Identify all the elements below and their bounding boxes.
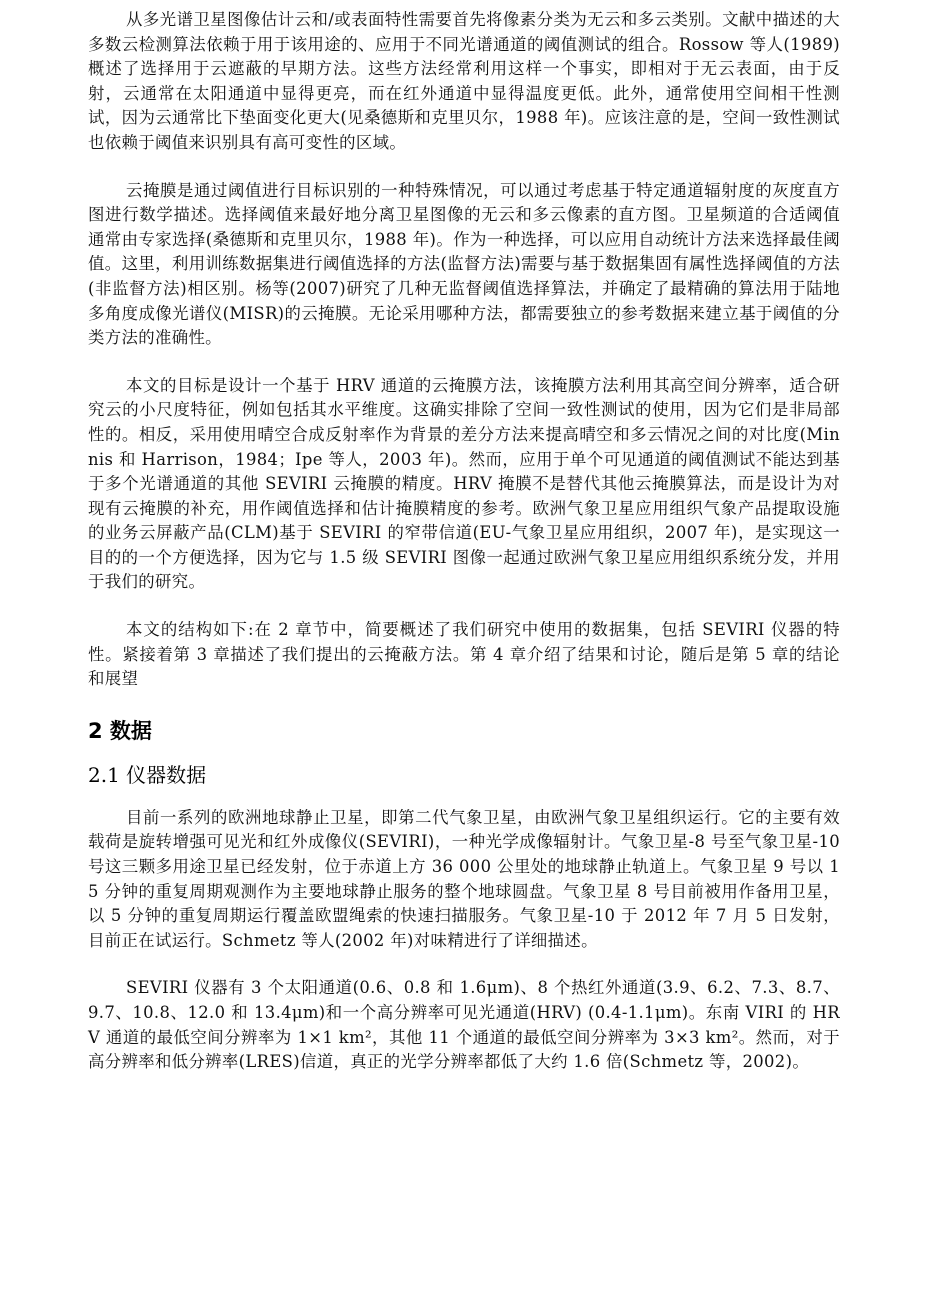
section-heading-data: 2 数据 xyxy=(88,718,152,743)
paragraph-spacer xyxy=(88,595,840,618)
paragraph-cloud-mask-threshold: 云掩膜是通过阈值进行目标识别的一种特殊情况，可以通过考虑基于特定通道辐射度的灰度直方图进行数学描述。选择阈值来最好地分离卫星图像的无云和多云像素的直方图。卫星频道的合适阈值通常由专家选择(桑德斯和克里贝尔，1988 年)。作为一种选择，可以应用自动统计方法来选择最佳阈值。这里，利用训练数据集进行阈值选择的方法(监督方法)需要与基于数据集固有属性选择阈值的方法(非监督方法)相区别。杨等(2007)研究了几种无监督阈值选择算法，并确定了最精确的算法用于陆地多角度成像光谱仪(MISR)的云掩膜。无论采用哪种方法，都需要独立的参考数据来建立基于阈值的分类方法的准确性。 xyxy=(88,180,840,348)
paragraph-spacer xyxy=(88,351,840,374)
paragraph-paper-structure: 本文的结构如下:在 2 章节中，简要概述了我们研究中使用的数据集，包括 SEVIRI 仪器的特性。紧接着第 3 章描述了我们提出的云掩蔽方法。第 4 章介绍了结果和讨论，随后是第 5 章的结论和展望 xyxy=(88,620,840,689)
paragraph-hrv-objective: 本文的目标是设计一个基于 HRV 通道的云掩膜方法，该掩膜方法利用其高空间分辨率，适合研究云的小尺度特征，例如包括其水平维度。这确实排除了空间一致性测试的使用，因为它们是非局部性的。相反，采用使用晴空合成反射率作为背景的差分方法来提高晴空和多云情况之间的对比度(Minnis 和 Harrison，1984；Ipe 等人，2003 年)。然而，应用于单个可见通道的阈值测试不能达到基于多个光谱通道的其他 SEVIRI 云掩膜的精度。HRV 掩膜不是替代其他云掩膜算法，而是设计为对现有云掩膜的补充，用作阈值选择和估计掩膜精度的参考。欧洲气象卫星应用组织气象产品提取设施的业务云屏蔽产品(CLM)基于 SEVIRI 的窄带信道(EU-气象卫星应用组织，2007 年)，是实现这一目的的一个方便选择，因为它与 1.5 级 SEVIRI 图像一起通过欧洲气象卫星应用组织系统分发，并用于我们的研究。 xyxy=(88,375,840,592)
paragraph-msg-satellites: 目前一系列的欧洲地球静止卫星，即第二代气象卫星，由欧洲气象卫星组织运行。它的主要有效载荷是旋转增强可见光和红外成像仪(SEVIRI)，一种光学成像辐射计。气象卫星-8 号至气象卫星-10 号这三颗多用途卫星已经发射，位于赤道上方 36 000 公里处的地球静止轨道上。气象卫星 9 号以 15 分钟的重复周期观测作为主要地球静止服务的整个地球圆盘。气象卫星 8 号目前被用作备用卫星，以 5 分钟的重复周期运行覆盖欧盟绳索的快速扫描服务。气象卫星-10 于 2012 年 7 月 5 日发射，目前正在试运行。Schmetz 等人(2002 年)对味精进行了详细描述。 xyxy=(88,807,840,950)
paragraph-spacer xyxy=(88,953,840,976)
paragraph-seviri-channels: SEVIRI 仪器有 3 个太阳通道(0.6、0.8 和 1.6μm)、8 个热红外通道(3.9、6.2、7.3、8.7、9.7、10.8、12.0 和 13.4μm)和一个高分辨率可见光通道(HRV) (0.4-1.1μm)。东南 VIRI 的 HRV 通道的最低空间分辨率为 1×1 km²，其他 11 个通道的最低空间分辨率为 3×3 km²。然而，对于高分辨率和低分辨率(LRES)信道，真正的光学分辨率都低了大约 1.6 倍(Schmetz 等，2002)。 xyxy=(88,978,840,1072)
paragraph-cloud-detection-intro: 从多光谱卫星图像估计云和/或表面特性需要首先将像素分类为无云和多云类别。文献中描述的大多数云检测算法依赖于用于该用途的、应用于不同光谱通道的阈值测试的组合。Rossow 等人(1989)概述了选择用于云遮蔽的早期方法。这些方法经常利用这样一个事实，即相对于无云表面，由于反射，云通常在太阳通道中显得更亮，而在红外通道中显得温度更低。此外，通常使用空间相干性测试，因为云通常比下垫面变化更大(见桑德斯和克里贝尔，1988 年)。应该注意的是，空间一致性测试也依赖于阈值来识别具有高可变性的区域。 xyxy=(88,10,840,152)
section-spacer xyxy=(88,746,840,760)
section-spacer xyxy=(88,790,840,806)
document-body xyxy=(88,8,840,1075)
subsection-heading-instrument-data: 2.1 仪器数据 xyxy=(88,762,207,787)
section-spacer xyxy=(88,692,840,716)
paragraph-spacer xyxy=(88,156,840,179)
